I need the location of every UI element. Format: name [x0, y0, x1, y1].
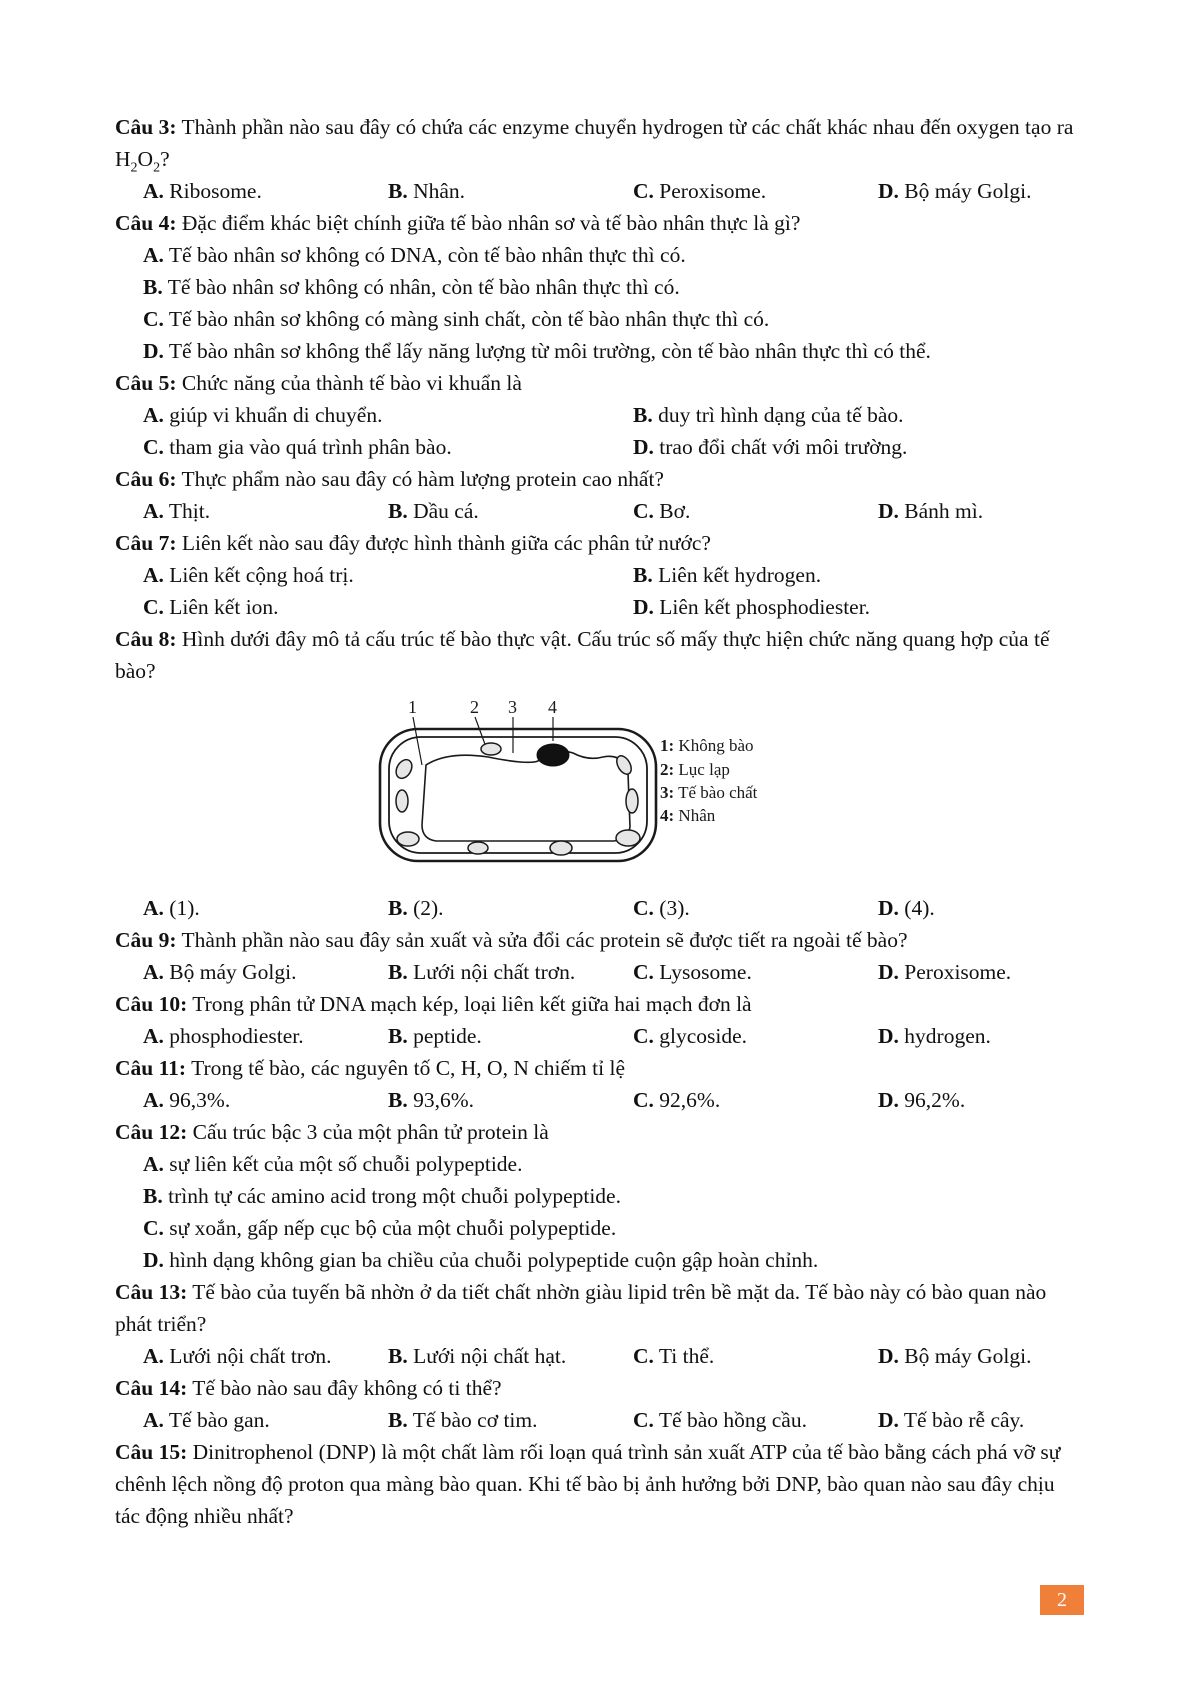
question-3: Câu 3: Thành phần nào sau đây có chứa các enzyme chuyển hydrogen từ các chất khác nhau đến oxygen tạo ra $H_2O_2$?	[115, 115, 1074, 176]
option-d: D. 96,2%.	[878, 1088, 966, 1112]
question-13: Câu 13: Tế bào của tuyến bã nhờn ở da tiết chất nhờn giàu lipid trên bề mặt da. Tế bào này có bào quan nào phát triển?	[115, 1280, 1047, 1336]
plant-cell-figure	[115, 687, 1080, 892]
option-b: B. Dầu cá.	[388, 499, 479, 523]
question-12-options	[115, 1148, 1080, 1276]
option-b: B. Tế bào nhân sơ không có nhân, còn tế bào nhân thực thì có.	[143, 275, 680, 299]
option-d: D. Tế bào nhân sơ không thể lấy năng lượng từ môi trường, còn tế bào nhân thực thì có thể.	[143, 339, 931, 363]
option-a: A. 96,3%.	[143, 1088, 231, 1112]
exam-page	[115, 111, 1080, 1532]
legend-item-4: 4: Nhân	[660, 806, 716, 825]
question-8-options	[115, 892, 1080, 924]
question-11: Câu 11: Trong tế bào, các nguyên tố C, H, O, N chiếm tỉ lệ	[115, 1056, 625, 1080]
option-c: C. Bơ.	[633, 499, 691, 523]
chloroplasts	[393, 743, 640, 855]
question-4: Câu 4: Đặc điểm khác biệt chính giữa tế bào nhân sơ và tế bào nhân thực là gì?	[115, 211, 801, 235]
chloroplast	[481, 743, 501, 755]
question-8: Câu 8: Hình dưới đây mô tả cấu trúc tế bào thực vật. Cấu trúc số mấy thực hiện chức năng quang hợp của tế bào?	[115, 627, 1050, 683]
chloroplast	[397, 832, 419, 846]
option-d: D. Bộ máy Golgi.	[878, 1344, 1032, 1368]
option-d: D. Bộ máy Golgi.	[878, 179, 1032, 203]
option-a: A. phosphodiester.	[143, 1024, 304, 1048]
option-a: A. Liên kết cộng hoá trị.	[143, 563, 354, 587]
legend-item-1: 1: Không bào	[660, 736, 754, 755]
option-b: B. Liên kết hydrogen.	[633, 563, 822, 587]
option-b: B. Lưới nội chất hạt.	[388, 1344, 567, 1368]
figure-number-3: 3	[508, 697, 517, 717]
question-13-options	[115, 1340, 1080, 1372]
option-a: A. Ribosome.	[143, 179, 262, 203]
option-b: B. Lưới nội chất trơn.	[388, 960, 576, 984]
question-10-options	[115, 1020, 1080, 1052]
question-6: Câu 6: Thực phẩm nào sau đây có hàm lượng protein cao nhất?	[115, 467, 664, 491]
chloroplast	[468, 842, 488, 854]
question-3-options	[115, 175, 1080, 207]
option-a: A. Bộ máy Golgi.	[143, 960, 297, 984]
figure-number-2: 2	[470, 697, 479, 717]
option-b: B. 93,6%.	[388, 1088, 475, 1112]
chloroplast	[550, 841, 572, 855]
option-c: C. glycoside.	[633, 1024, 748, 1048]
chloroplast	[393, 757, 415, 781]
legend-item-2: 2: Lục lạp	[660, 760, 730, 779]
chloroplast	[616, 830, 640, 846]
question-15: Câu 15: Dinitrophenol (DNP) là một chất làm rối loạn quá trình sản xuất ATP của tế bào bằng cách phá vỡ sự chênh lệch nồng độ proton qua màng bào quan. Khi tế bào bị ảnh hưởng bởi DNP, bào quan nào sau đây chịu tác động nhiều nhất?	[115, 1440, 1061, 1528]
option-c: C. Peroxisome.	[633, 179, 767, 203]
figure-number-4: 4	[548, 697, 557, 717]
legend-item-3: 3: Tế bào chất	[660, 783, 758, 802]
figure-legend	[660, 736, 758, 825]
question-5: Câu 5: Chức năng của thành tế bào vi khuẩn là	[115, 371, 522, 395]
option-d: D. hydrogen.	[878, 1024, 991, 1048]
nucleus	[537, 744, 569, 766]
option-a: A. giúp vi khuẩn di chuyển.	[143, 403, 383, 427]
question-14-options	[115, 1404, 1080, 1436]
option-c: C. sự xoắn, gấp nếp cục bộ của một chuỗi polypeptide.	[143, 1216, 617, 1240]
option-c: C. Liên kết ion.	[143, 595, 279, 619]
vacuole	[422, 751, 630, 841]
option-a: A. sự liên kết của một số chuỗi polypeptide.	[143, 1152, 523, 1176]
option-b: B. duy trì hình dạng của tế bào.	[633, 403, 904, 427]
option-c: C. Ti thể.	[633, 1344, 715, 1368]
option-c: C. 92,6%.	[633, 1088, 721, 1112]
option-b: B. trình tự các amino acid trong một chuỗi polypeptide.	[143, 1184, 621, 1208]
option-a: A. Tế bào nhân sơ không có DNA, còn tế bào nhân thực thì có.	[143, 243, 686, 267]
page-number-badge: 2	[1040, 1585, 1084, 1615]
option-d: D. Peroxisome.	[878, 960, 1012, 984]
option-b: B. Nhân.	[388, 179, 466, 203]
plant-cell-diagram	[378, 695, 798, 885]
option-b: B. peptide.	[388, 1024, 482, 1048]
option-d: D. Tế bào rễ cây.	[878, 1408, 1025, 1432]
option-c: C. Tế bào hồng cầu.	[633, 1408, 807, 1432]
option-c: C. tham gia vào quá trình phân bào.	[143, 435, 452, 459]
option-d: D. (4).	[878, 896, 935, 920]
option-d: D. trao đổi chất với môi trường.	[633, 435, 908, 459]
question-11-options	[115, 1084, 1080, 1116]
chloroplast	[614, 753, 634, 776]
cell-membrane	[389, 737, 647, 853]
question-6-options	[115, 495, 1080, 527]
option-b: B. Tế bào cơ tim.	[388, 1408, 538, 1432]
option-a: A. Lưới nội chất trơn.	[143, 1344, 332, 1368]
question-9: Câu 9: Thành phần nào sau đây sản xuất và sửa đổi các protein sẽ được tiết ra ngoài tế bào?	[115, 928, 908, 952]
option-d: D. Bánh mì.	[878, 499, 984, 523]
question-7: Câu 7: Liên kết nào sau đây được hình thành giữa các phân tử nước?	[115, 531, 711, 555]
option-d: D. Liên kết phosphodiester.	[633, 595, 871, 619]
question-5-options	[115, 399, 1080, 463]
option-a: A. Tế bào gan.	[143, 1408, 270, 1432]
chloroplast	[626, 789, 638, 813]
option-c: C. Lysosome.	[633, 960, 752, 984]
question-4-options	[115, 239, 1080, 367]
option-a: A. Thịt.	[143, 499, 211, 523]
question-7-options	[115, 559, 1080, 623]
option-c: C. (3).	[633, 896, 690, 920]
question-10: Câu 10: Trong phân tử DNA mạch kép, loại liên kết giữa hai mạch đơn là	[115, 992, 752, 1016]
leader-line-2	[475, 717, 486, 747]
option-b: B. (2).	[388, 896, 444, 920]
leader-line-1	[413, 717, 422, 765]
chloroplast	[396, 790, 408, 812]
option-a: A. (1).	[143, 896, 200, 920]
option-d: D. hình dạng không gian ba chiều của chuỗi polypeptide cuộn gập hoàn chỉnh.	[143, 1248, 819, 1272]
figure-number-1: 1	[408, 697, 417, 717]
question-9-options	[115, 956, 1080, 988]
question-14: Câu 14: Tế bào nào sau đây không có ti thể?	[115, 1376, 502, 1400]
question-12: Câu 12: Cấu trúc bậc 3 của một phân tử protein là	[115, 1120, 549, 1144]
option-c: C. Tế bào nhân sơ không có màng sinh chất, còn tế bào nhân thực thì có.	[143, 307, 770, 331]
